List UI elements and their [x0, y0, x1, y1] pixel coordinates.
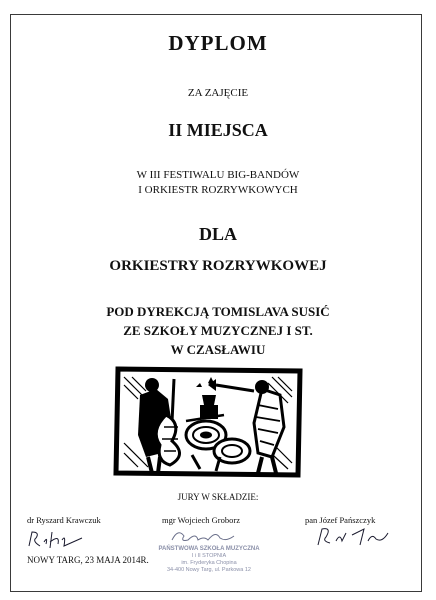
jury-label: JURY W SKŁADZIE:: [177, 492, 259, 502]
school-stamp: [152, 546, 266, 574]
festival-name: [0, 168, 436, 198]
stamp-line-3: im. Fryderyka Chopina: [181, 560, 237, 566]
signature-1: [26, 528, 86, 552]
director-line-1: POD DYREKCJĄ TOMISLAVA SUSIĆ: [106, 304, 330, 319]
jury-member-3-name: pan Józef Pańszczyk: [305, 515, 376, 525]
jury-member-1-name: dr Ryszard Krawczuk: [27, 515, 101, 525]
stamp-line-1: PAŃSTWOWA SZKOŁA MUZYCZNA: [158, 546, 260, 552]
diploma-title: DYPLOM: [168, 31, 268, 55]
recipient-name: ORKIESTRY ROZRYWKOWEJ: [109, 258, 327, 274]
festival-line-2: I ORKIESTR ROZRYWKOWYCH: [138, 184, 298, 196]
signature-2: [168, 526, 238, 548]
stamp-line-4: 34-400 Nowy Targ, ul. Parkowa 12: [167, 567, 251, 573]
director-line-2: ZE SZKOŁY MUZYCZNEJ I ST.: [123, 323, 313, 338]
stamp-line-2: I i II STOPNIA: [191, 553, 227, 559]
dla-label: DLA: [198, 224, 237, 244]
musicians-woodcut-illustration: [112, 365, 304, 479]
for-label: ZA ZAJĘCIE: [187, 87, 249, 99]
director-line-3: W CZASŁAWIU: [170, 342, 266, 357]
date-and-place: NOWY TARG, 23 MAJA 2014R.: [27, 555, 149, 565]
director-block: [0, 302, 436, 359]
place-awarded: II MIEJSCA: [168, 120, 268, 140]
signature-3: [312, 525, 392, 551]
festival-line-1: W III FESTIWALU BIG-BANDÓW: [136, 169, 300, 181]
jury-member-2-name: mgr Wojciech Groborz: [162, 515, 240, 525]
